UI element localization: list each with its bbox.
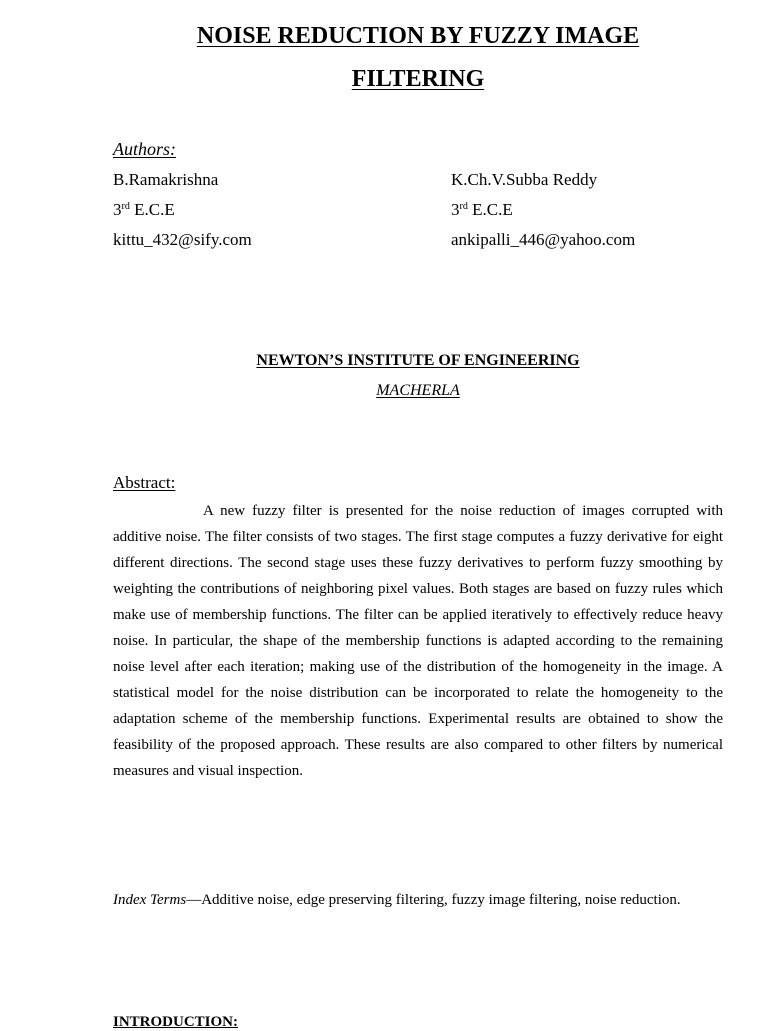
title-line-1: NOISE REDUCTION BY FUZZY IMAGE (196, 23, 640, 49)
abstract-body: A new fuzzy filter is presented for the noise reduction of images corrupted with additive noise. The filter consists of two stages. The first stage computes a fuzzy derivative for eight different directions. The second stage uses these fuzzy derivatives to perform fuzzy smoothing by weighting the contributions of neighboring pixel values. Both stages are based on fuzzy rules which make use of membership functions. The filter can be applied iteratively to effectively reduce heavy noise. In particular, the shape of the membership functions is adapted according to the remaining noise level after each iteration; making use of the distribution of the homogeneity in the image. A statistical model for the noise distribution can be incorporated to relate the homogeneity to the adaptation scheme of the membership functions. Experimental results are obtained to show the feasibility of the proposed approach. These results are also compared to other filters by numerical measures and visual inspection. (113, 503, 723, 779)
author2-email: ankipalli_446@yahoo.com (451, 230, 636, 249)
institute-city: MACHERLA (376, 382, 460, 399)
author1-year (113, 200, 175, 220)
author1-year-num: 3 (113, 200, 122, 219)
index-terms-label: Index Terms (113, 892, 187, 908)
author2-year (451, 200, 513, 220)
author2-branch: E.C.E (467, 200, 513, 219)
title-line-2: FILTERING (351, 66, 485, 92)
author1-name: B.Ramakrishna (113, 170, 219, 189)
abstract-heading: Abstract: (113, 473, 176, 492)
institute-name: NEWTON’S INSTITUTE OF ENGINEERING (256, 352, 580, 369)
authors-label: Authors: (113, 139, 176, 159)
author1-year-sup: rd (121, 201, 130, 212)
author1-email: kittu_432@sify.com (113, 230, 252, 249)
author2-name: K.Ch.V.Subba Reddy (451, 170, 598, 189)
index-terms-text: —Additive noise, edge preserving filtering, fuzzy image filtering, noise reduction. (186, 892, 681, 908)
introduction-heading: INTRODUCTION: (113, 1014, 239, 1030)
index-terms (113, 892, 681, 909)
author1-branch: E.C.E (129, 200, 175, 219)
author2-year-num: 3 (451, 200, 460, 219)
author2-year-sup: rd (459, 201, 468, 212)
